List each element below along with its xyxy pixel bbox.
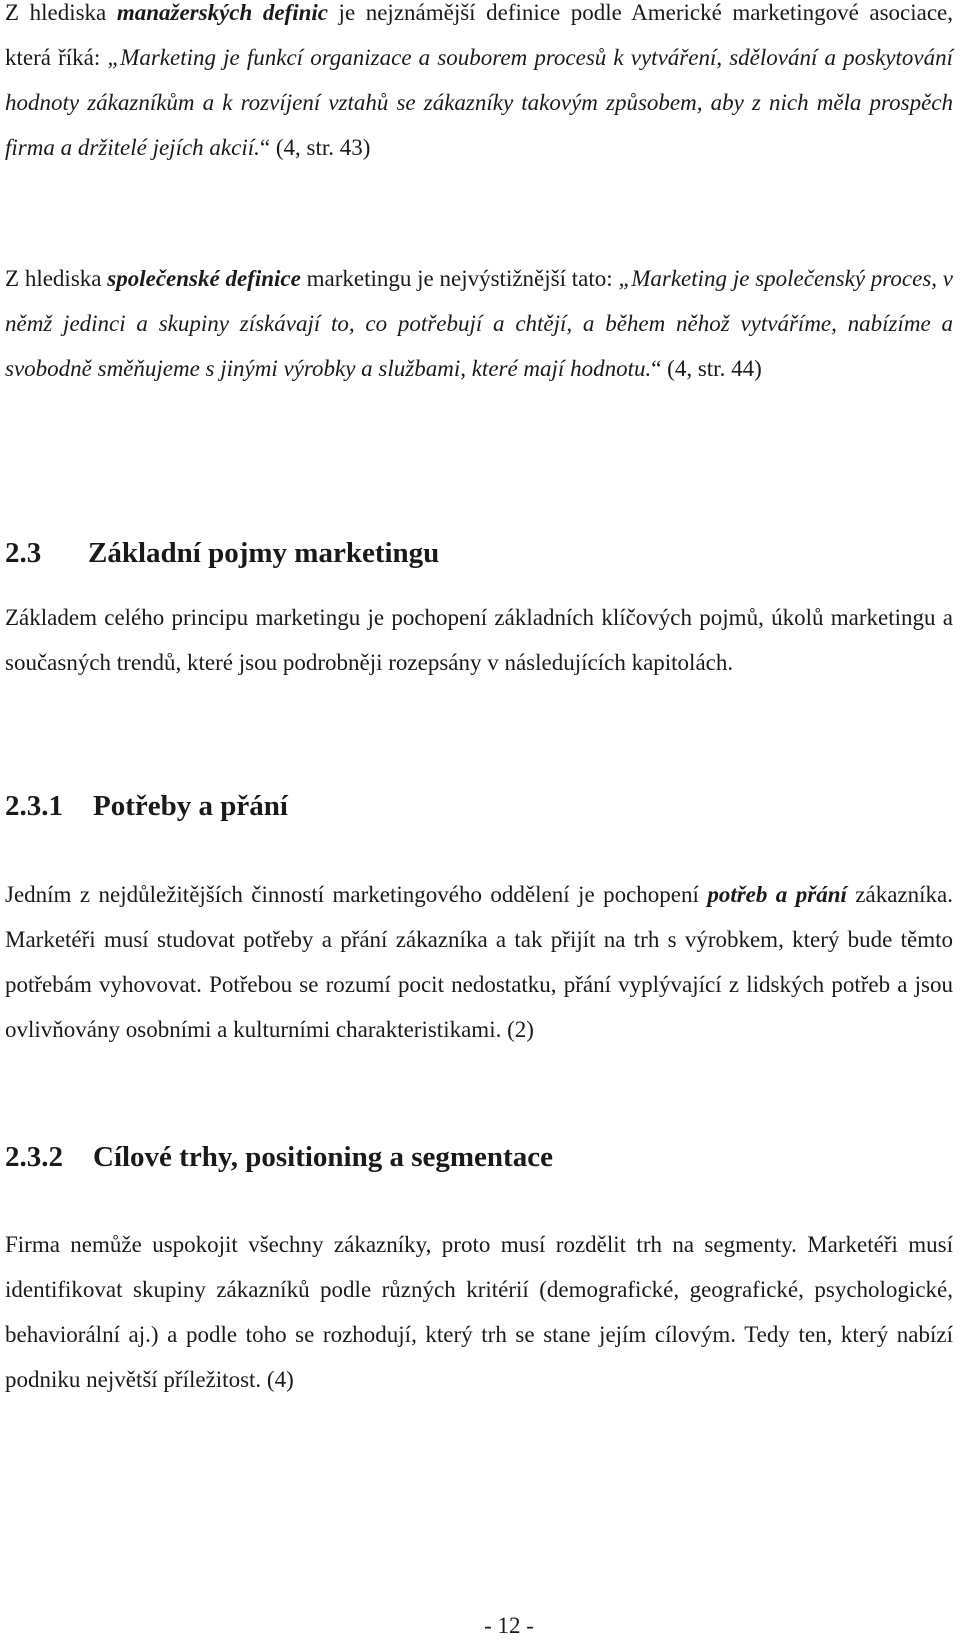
- paragraph-needs-wants: [5, 872, 953, 1052]
- emphasis-term: společenské definice: [107, 266, 301, 291]
- section-title: Cílové trhy, positioning a segmentace: [93, 1141, 553, 1173]
- paragraph-text: marketingu je nejvýstižnější tato:: [300, 266, 619, 291]
- citation: “ (4, str. 43): [259, 135, 371, 160]
- section-heading-2-3: [5, 533, 439, 573]
- paragraph-ama-definition: [5, 0, 953, 170]
- paragraph-target-markets: Firma nemůže uspokojit všechny zákazníky, proto musí rozdělit trh na segmenty. Marketéři musí identifikovat skupiny zákazníků podle různých kritérií (demografické, geografické, psychologické, behaviorální aj.) a podle toho se rozhodují, který trh se stane jejím cílovým. Tedy ten, který nabízí podniku největší příležitost. (4): [5, 1232, 953, 1392]
- paragraph-basic-concepts: Základem celého principu marketingu je pochopení základních klíčových pojmů, úkolů marketingu a současných trendů, které jsou podrobněji rozepsány v následujících kapitolách.: [5, 605, 953, 675]
- section-title: Potřeby a přání: [93, 790, 288, 822]
- paragraph-social-definition: [5, 256, 953, 391]
- section-heading-2-3-1: [5, 786, 288, 826]
- emphasis-term: potřeb a přání: [707, 882, 847, 907]
- page-number: - 12 -: [484, 1613, 534, 1638]
- paragraph-text: Jedním z nejdůležitějších činností marketingového oddělení je pochopení: [5, 882, 708, 907]
- paragraph-text: zákazníka. Marketéři musí studovat potřeby a přání zákazníka a tak přijít na trh s výrobkem, který bude těmto potřebám vyhovovat. Potřebou se rozumí pocit nedostatku, přání vyplývající z lidských potřeb a jsou ovlivňovány osobními a kulturními charakteristikami. (2): [5, 882, 953, 1042]
- citation: “ (4, str. 44): [651, 356, 762, 381]
- section-number: 2.3.2: [5, 1141, 63, 1173]
- section-title: Základní pojmy marketingu: [88, 537, 440, 569]
- section-heading-2-3-2: [5, 1137, 553, 1177]
- section-number: 2.3.1: [5, 790, 63, 822]
- paragraph-text: Z hlediska: [5, 266, 108, 291]
- emphasis-term: manažerských definic: [116, 0, 328, 25]
- section-number: 2.3: [5, 537, 42, 569]
- definition-quote: „Marketing je společenský proces, v němž jedinci a skupiny získávají to, co potřebují a chtějí, a během něhož vytváříme, nabízíme a svobodně směňujeme s jinými výrobky a službami, které mají hodnotu.: [5, 266, 954, 381]
- paragraph-text: Z hlediska: [5, 0, 117, 25]
- paragraph-text: je nejznámější definice podle Americké marketingové asociace, která říká:: [5, 0, 954, 70]
- definition-quote: „Marketing je funkcí organizace a souborem procesů k vytváření, sdělování a poskytování hodnoty zákazníkům a k rozvíjení vztahů se zákazníky takovým způsobem, aby z nich měla prospěch firma a držitelé jejích akcií.: [5, 45, 953, 160]
